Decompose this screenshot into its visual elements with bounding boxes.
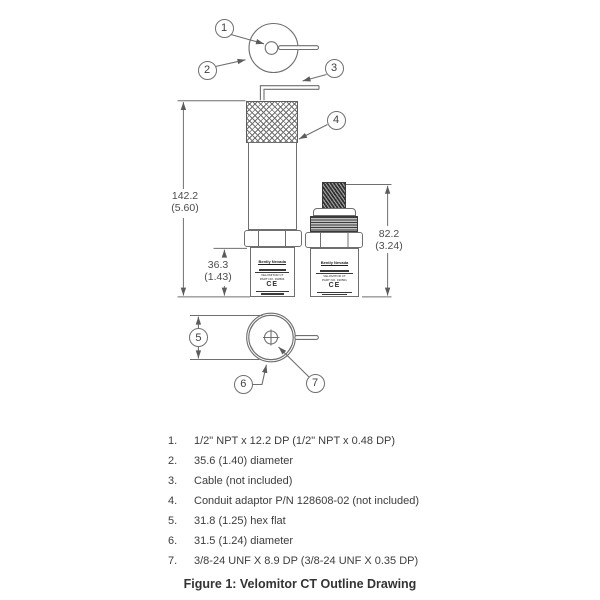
- callout-6: 6: [234, 375, 253, 394]
- brand-text: Bently Nevada: [320, 260, 349, 265]
- callout-2: 2: [198, 61, 217, 80]
- callout4-leader: [299, 125, 328, 140]
- callout-5: 5: [189, 328, 208, 347]
- callout-7: 7: [306, 374, 325, 393]
- bottom-view: [190, 313, 318, 384]
- legend-item-4: [168, 495, 419, 515]
- dim-text-sensor-height: [364, 228, 414, 253]
- callout-1: 1: [215, 19, 234, 38]
- legend-number: 7.: [168, 555, 178, 567]
- legend-number: 4.: [168, 495, 178, 507]
- dim-mm: 82.2: [378, 228, 400, 240]
- dim-mm: 36.3: [207, 259, 229, 271]
- product-name-text: VELOMITOR CT: [261, 273, 284, 278]
- product-label-right: [312, 249, 358, 295]
- product-label-left: [251, 248, 294, 295]
- label-microtext-line: [320, 270, 349, 271]
- legend-number: 3.: [168, 475, 178, 487]
- legend-number: 6.: [168, 535, 178, 547]
- part-number-text: PART NO. 190501: [322, 277, 347, 282]
- hex-nut-left: [244, 230, 302, 248]
- legend-number: 1.: [168, 435, 178, 447]
- sensor-body-left: [248, 142, 297, 230]
- figure-caption: Figure 1: Velomitor CT Outline Drawing: [183, 577, 417, 591]
- brand-text: Bently Nevada: [258, 259, 287, 264]
- label-microtext-line: [259, 269, 286, 270]
- legend-item-2: [168, 455, 419, 475]
- legend-item-3: [168, 475, 419, 495]
- legend-text: 35.6 (1.40) diameter: [194, 455, 294, 467]
- callout-4: 4: [327, 111, 346, 130]
- legend-text: 31.8 (1.25) hex flat: [194, 515, 286, 527]
- mounting-stud-thread: [322, 182, 346, 209]
- legend-number: 2.: [168, 455, 178, 467]
- legend-text: 1/2" NPT x 12.2 DP (1/2" NPT x 0.48 DP): [194, 435, 396, 447]
- dim-text-lower-body: [196, 259, 240, 284]
- label-microtext-line: [256, 291, 289, 292]
- legend-item-7: [168, 555, 419, 575]
- label-microtext-line: [317, 292, 353, 293]
- dim-in: (3.24): [375, 239, 403, 252]
- dim-in: (5.60): [171, 201, 199, 214]
- dim-text-overall-height: [161, 190, 209, 215]
- npt-thread-collar: [310, 216, 359, 232]
- legend-item-6: [168, 535, 419, 555]
- hex-nut-right: [305, 232, 363, 248]
- legend-text: 3/8-24 UNF X 8.9 DP (3/8-24 UNF X 0.35 DP): [194, 555, 419, 567]
- legend-text: Cable (not included): [194, 475, 293, 487]
- legend-number: 5.: [168, 515, 178, 527]
- ce-mark: CE: [328, 282, 341, 290]
- legend-item-5: [168, 515, 419, 535]
- dim-mm: 142.2: [171, 190, 199, 202]
- product-name-text: VELOMITOR CT: [323, 274, 346, 279]
- ce-mark: CE: [266, 281, 279, 289]
- label-microtext-line: [261, 293, 284, 294]
- part-number-text: PART NO. 190501: [259, 276, 285, 281]
- conduit-adaptor-crosshatch: [246, 101, 298, 144]
- legend-list: [168, 435, 419, 575]
- label-microtext-line: [322, 294, 347, 295]
- cable-side-view: [260, 86, 319, 101]
- callout-3: 3: [325, 59, 344, 78]
- legend-text: 31.5 (1.24) diameter: [194, 535, 294, 547]
- legend-item-1: [168, 435, 419, 455]
- legend-text: Conduit adaptor P/N 128608-02 (not included): [194, 495, 420, 507]
- dim-in: (1.43): [204, 270, 232, 283]
